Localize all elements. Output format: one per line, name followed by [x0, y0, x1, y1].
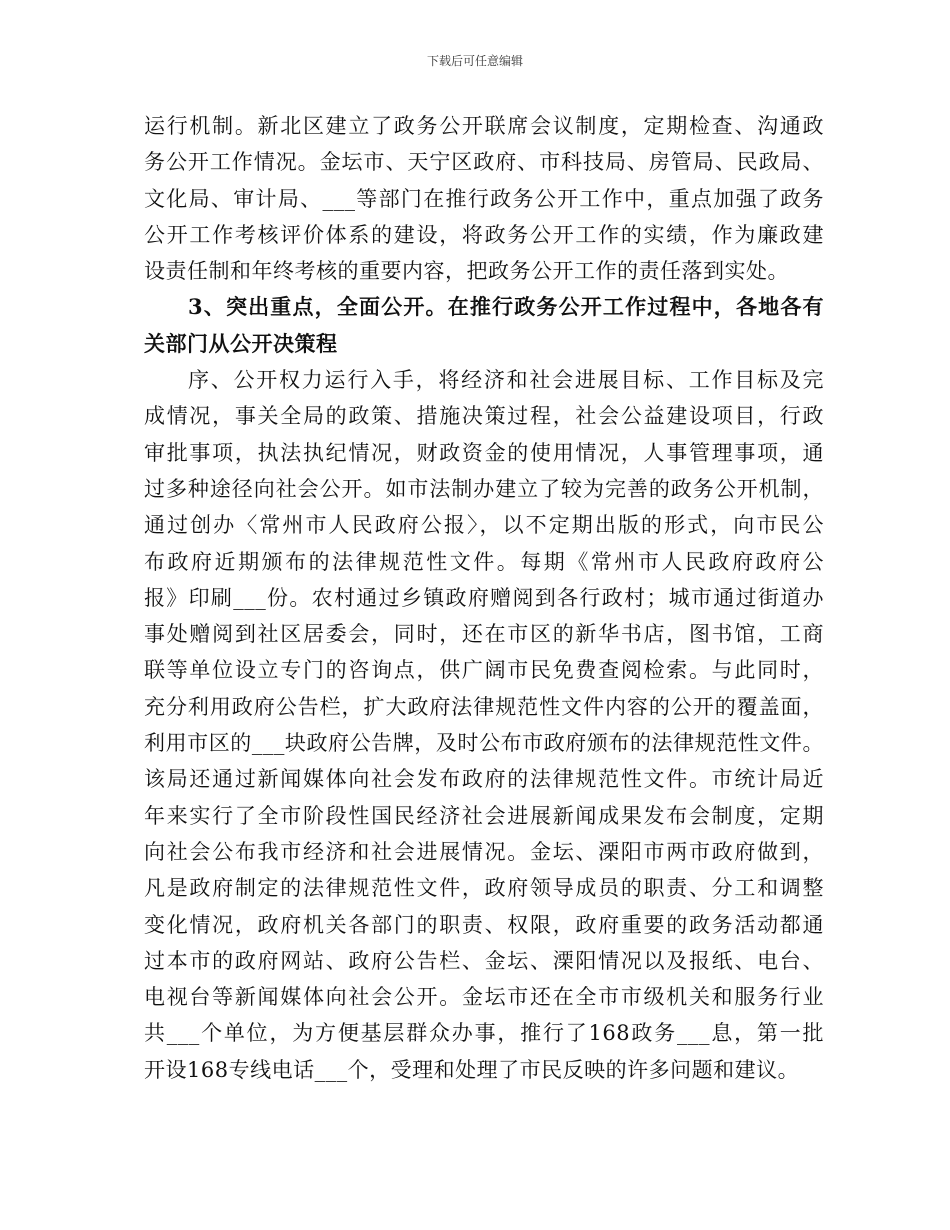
- text-line: 通过创办〈常州市人民政府公报〉，以不定期出版的形式，向市民公: [144, 513, 824, 538]
- text-line: 利用市区的___块政府公告牌，及时公布市政府颁布的法律规范性文件。: [144, 731, 824, 756]
- text-line: 年来实行了全市阶段性国民经济社会进展新闻成果发布会制度，定期: [144, 803, 824, 828]
- text-line: 凡是政府制定的法律规范性文件，政府领导成员的职责、分工和调整: [144, 876, 824, 901]
- text-line: 审批事项，执法执纪情况，财政资金的使用情况，人事管理事项，通: [144, 440, 824, 465]
- text-line: 该局还通过新闻媒体向社会发布政府的法律规范性文件。市统计局近: [144, 767, 824, 792]
- text-line: 设责任制和年终考核的重要内容，把政务公开工作的责任落到实处。: [144, 259, 789, 284]
- document-body: [144, 108, 824, 1088]
- text-line: 事处赠阅到社区居委会，同时，还在市区的新华书店，图书馆，工商: [144, 622, 824, 647]
- text-line: 序、公开权力运行入手，将经济和社会进展目标、工作目标及完: [188, 368, 824, 393]
- text-line: 务公开工作情况。金坛市、天宁区政府、市科技局、房管局、民政局、: [144, 150, 824, 175]
- text-line: 3、突出重点，全面公开。在推行政务公开工作过程中，各地各有: [188, 294, 824, 320]
- text-line: 过多种途径向社会公开。如市法制办建立了较为完善的政务公开机制，: [144, 476, 824, 501]
- text-line: 报》印刷___份。农村通过乡镇政府赠阅到各行政村；城市通过街道办: [144, 585, 824, 610]
- page-header: 下载后可任意编辑: [426, 54, 523, 68]
- text-line: 关部门从公开决策程: [144, 330, 338, 356]
- text-line: 向社会公布我市经济和社会进展情况。金坛、溧阳市两市政府做到，: [144, 839, 824, 864]
- text-line: 共___个单位，为方便基层群众办事，推行了168政务___息，第一批: [144, 1021, 824, 1046]
- text-line: 公开工作考核评价体系的建设，将政务公开工作的实绩，作为廉政建: [144, 222, 824, 247]
- text-line: 文化局、审计局、___等部门在推行政务公开工作中，重点加强了政务: [144, 186, 824, 211]
- text-line: 联等单位设立专门的咨询点，供广阔市民免费查阅检索。与此同时，: [144, 658, 824, 683]
- text-line: 成情况，事关全局的政策、措施决策过程，社会公益建设项目，行政: [144, 404, 824, 429]
- text-line: 过本市的政府网站、政府公告栏、金坛、溧阳情况以及报纸、电台、: [144, 948, 824, 973]
- text-line: 充分利用政府公告栏，扩大政府法律规范性文件内容的公开的覆盖面，: [144, 694, 824, 719]
- text-line: 开设168专线电话___个，受理和处理了市民反映的许多问题和建议。: [144, 1057, 800, 1082]
- text-line: 电视台等新闻媒体向社会公开。金坛市还在全市市级机关和服务行业: [144, 985, 824, 1010]
- text-line: 布政府近期颁布的法律规范性文件。每期《常州市人民政府政府公: [144, 549, 824, 574]
- text-line: 变化情况，政府机关各部门的职责、权限，政府重要的政务活动都通: [144, 912, 824, 937]
- text-line: 运行机制。新北区建立了政务公开联席会议制度，定期检查、沟通政: [144, 114, 824, 138]
